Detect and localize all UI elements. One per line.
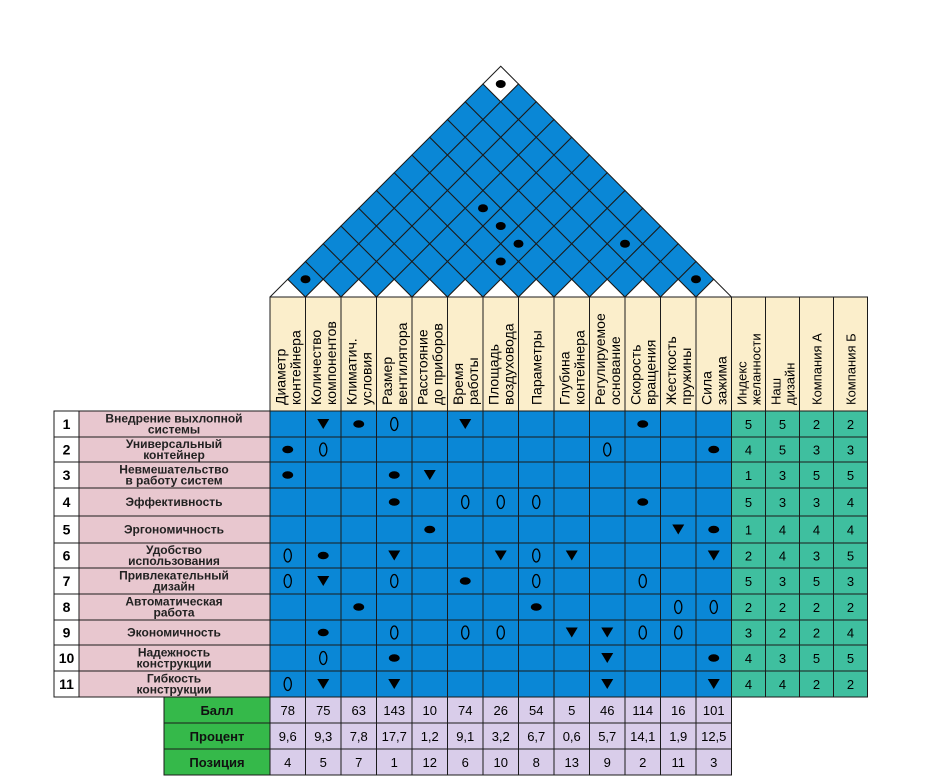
bottom-value: 26	[493, 703, 508, 718]
eng-characteristic-label: воздуховода	[500, 323, 517, 405]
eng-characteristic-label: Размер	[378, 356, 395, 405]
eng-characteristic-label: Климатич.	[343, 338, 360, 405]
requirement-number: 3	[62, 467, 71, 483]
relationship-strong-mark	[637, 420, 648, 428]
eng-characteristic-label: контейнера	[287, 330, 304, 405]
bottom-value: 74	[458, 703, 473, 718]
competitive-value: 4	[846, 495, 855, 510]
bottom-value: 5	[319, 755, 327, 770]
requirement-label: Внедрение выхлопной	[105, 411, 243, 426]
relationship-matrix	[270, 411, 732, 697]
relationship-strong-mark	[282, 446, 293, 454]
engineering-characteristics-header	[270, 297, 732, 411]
bottom-value: 9,3	[314, 729, 333, 744]
bottom-value: 3	[710, 755, 718, 770]
competitive-value: 3	[744, 625, 753, 641]
bottom-value: 1	[390, 755, 398, 770]
competitive-value: 5	[846, 548, 855, 564]
bottom-value: 12	[422, 755, 437, 770]
eng-characteristic-label: Жесткость	[662, 336, 679, 405]
relationship-strong-mark	[531, 603, 542, 611]
bottom-value: 12,5	[701, 729, 727, 744]
requirement-label: дизайн	[152, 579, 196, 594]
bottom-value: 7,8	[349, 729, 368, 744]
requirement-number: 2	[62, 441, 71, 458]
bottom-value: 75	[316, 703, 331, 718]
competitive-header-label: дизайн	[782, 362, 798, 405]
relationship-strong-mark	[389, 471, 400, 479]
requirement-label: использования	[128, 554, 220, 568]
competitive-value: 5	[744, 495, 753, 510]
competitive-value: 4	[812, 522, 821, 538]
bottom-value: 10	[493, 755, 508, 770]
relationship-strong-mark	[389, 654, 400, 662]
bottom-value: 8	[532, 755, 540, 770]
competitive-header-label: желанности	[748, 333, 764, 405]
eng-characteristic-label: Площадь	[485, 344, 502, 405]
eng-characteristic-label: пружины	[677, 347, 694, 405]
requirement-label: конструкции	[136, 656, 212, 671]
competitive-value: 2	[744, 600, 753, 615]
requirement-label: в работу систем	[125, 473, 223, 488]
requirement-label: Автоматическая	[125, 594, 223, 609]
relationship-strong-mark	[318, 552, 329, 560]
competitive-value: 2	[778, 625, 787, 641]
eng-characteristic-label: Регулируемое	[591, 313, 608, 405]
customer-requirements	[54, 411, 270, 697]
requirement-number: 5	[62, 521, 71, 538]
competitive-value: 2	[846, 677, 855, 692]
competitive-header-label: Наш	[768, 377, 784, 405]
competitive-value: 2	[812, 600, 821, 615]
relationship-strong-mark	[708, 654, 719, 662]
requirement-label: конструкции	[136, 682, 212, 697]
competitive-header-label: Индекс	[734, 361, 750, 405]
eng-characteristic-label: вентилятора	[393, 322, 410, 405]
competitive-value: 2	[744, 548, 753, 564]
eng-characteristic-label: Глубина	[556, 351, 573, 405]
competitive-value: 2	[812, 417, 821, 432]
competitive-value: 1	[744, 522, 753, 538]
competitive-value: 2	[846, 417, 855, 432]
competitive-value: 4	[744, 442, 753, 458]
requirement-number: 1	[62, 416, 71, 432]
competitive-value: 4	[778, 677, 787, 692]
bottom-value: 17,7	[381, 729, 407, 744]
competitive-value: 5	[812, 651, 821, 666]
requirement-label: Невмешательство	[119, 462, 229, 477]
technical-importance-rows	[164, 697, 732, 775]
bottom-value: 46	[600, 703, 615, 718]
bottom-value: 6,7	[527, 729, 546, 744]
competitive-value: 5	[778, 442, 787, 458]
competitive-value: 5	[778, 417, 787, 432]
requirement-label: контейнер	[143, 448, 205, 462]
bottom-value: 7	[355, 755, 363, 770]
eng-characteristic-label: Сила	[698, 371, 715, 405]
competitive-value: 1	[744, 468, 753, 483]
relationship-strong-mark	[318, 629, 329, 637]
bottom-value: 9,6	[278, 729, 297, 744]
competitive-value: 4	[846, 625, 855, 641]
bottom-value: 5,7	[598, 729, 617, 744]
roof-correlation-mark	[496, 80, 506, 88]
eng-characteristic-label: Параметры	[528, 330, 545, 405]
bottom-value: 78	[280, 703, 295, 718]
relationship-strong-mark	[353, 603, 364, 611]
requirement-label: Экономичность	[127, 625, 221, 640]
competitive-value: 3	[778, 495, 787, 510]
requirement-number: 6	[62, 547, 71, 564]
requirement-label: Универсальный	[125, 437, 223, 451]
competitive-value: 3	[812, 495, 821, 510]
bottom-value: 63	[351, 703, 366, 718]
eng-characteristic-label: контейнера	[571, 330, 588, 405]
eng-characteristic-label: Диаметр	[272, 348, 289, 405]
competitive-value: 4	[744, 677, 753, 692]
competitive-value: 3	[778, 651, 787, 666]
competitive-value: 3	[846, 442, 855, 458]
competitive-header-label: Компания А	[809, 333, 825, 405]
bottom-value: 6	[461, 755, 469, 770]
requirement-number: 11	[59, 676, 74, 692]
competitive-value: 3	[812, 548, 821, 564]
bottom-row-label: Позиция	[189, 755, 245, 770]
competitive-value: 2	[846, 600, 855, 615]
roof-correlation-mark	[496, 258, 506, 266]
eng-characteristic-label: до приборов	[429, 323, 446, 405]
bottom-value: 9	[603, 755, 611, 770]
bottom-value: 9,1	[456, 729, 475, 744]
eng-characteristic-label: компонентов	[322, 321, 339, 405]
relationship-strong-mark	[424, 526, 435, 534]
competitive-value: 5	[812, 468, 821, 483]
eng-characteristic-label: Количество	[307, 329, 324, 405]
competitive-value: 4	[846, 522, 855, 538]
bottom-value: 14,1	[630, 729, 656, 744]
competitive-value: 3	[778, 468, 787, 483]
requirement-label: Удобство	[145, 543, 203, 557]
bottom-value: 54	[529, 703, 544, 718]
roof-correlation-mark	[496, 222, 506, 230]
competitive-value: 5	[846, 651, 855, 666]
bottom-value: 2	[639, 755, 647, 770]
bottom-value: 3,2	[491, 729, 510, 744]
competitive-value: 3	[778, 574, 787, 589]
eng-characteristic-label: зажима	[713, 356, 730, 405]
relationship-strong-mark	[389, 498, 400, 506]
competitive-value: 4	[778, 522, 787, 538]
bottom-value: 4	[284, 755, 292, 770]
relationship-strong-mark	[708, 446, 719, 454]
competitive-value: 2	[778, 600, 787, 615]
competitive-value: 2	[812, 625, 821, 641]
relationship-strong-mark	[282, 471, 293, 479]
bottom-value: 1,2	[420, 729, 439, 744]
requirement-number: 10	[58, 650, 75, 666]
eng-characteristic-label: Расстояние	[414, 329, 431, 405]
competitive-value: 5	[744, 417, 753, 432]
requirement-number: 4	[62, 494, 71, 510]
bottom-row-label: Процент	[189, 729, 245, 744]
eng-characteristic-label: Скорость	[627, 344, 644, 405]
bottom-value: 101	[702, 703, 725, 718]
competitive-value: 5	[744, 574, 753, 589]
eng-characteristic-label: Время	[449, 362, 466, 405]
bottom-value: 1,9	[669, 729, 688, 744]
bottom-value: 114	[632, 703, 654, 718]
eng-characteristic-label: работы	[464, 357, 481, 405]
competitive-assessment-header	[732, 297, 868, 411]
competitive-value: 5	[812, 574, 821, 589]
roof-correlation-mark	[478, 204, 488, 212]
relationship-strong-mark	[708, 526, 719, 534]
competitive-value: 3	[812, 442, 821, 458]
relationship-strong-mark	[460, 577, 471, 585]
bottom-value: 5	[568, 703, 576, 718]
competitive-value: 4	[778, 548, 787, 564]
bottom-value: 11	[671, 755, 685, 770]
relationship-strong-mark	[353, 420, 364, 428]
requirement-label: Надежность	[137, 645, 211, 660]
competitive-value: 4	[744, 651, 753, 666]
requirement-label: Привлекательный	[119, 568, 229, 583]
eng-characteristic-label: основание	[606, 336, 623, 405]
bottom-row-label: Балл	[200, 703, 234, 718]
bottom-value: 16	[671, 703, 686, 718]
roof-correlation-mark	[514, 240, 524, 248]
requirement-label: работа	[153, 605, 195, 620]
requirement-label: Эффективность	[125, 495, 223, 509]
bottom-value: 10	[422, 703, 437, 718]
requirement-number: 9	[62, 624, 71, 641]
competitive-header-label: Компания Б	[843, 333, 859, 405]
requirement-number: 7	[62, 573, 71, 589]
competitive-value: 2	[812, 677, 821, 692]
bottom-value: 143	[383, 703, 406, 718]
relationship-strong-mark	[637, 498, 648, 506]
roof-correlation-mark	[620, 240, 630, 248]
bottom-value: 0,6	[562, 729, 581, 744]
competitive-assessment-matrix	[732, 411, 868, 697]
requirement-label: системы	[147, 422, 201, 437]
bottom-value: 13	[564, 755, 579, 770]
eng-characteristic-label: условия	[358, 352, 375, 405]
roof-correlation-mark	[691, 275, 701, 283]
requirement-number: 8	[62, 599, 71, 615]
roof-correlation-mark	[301, 275, 311, 283]
competitive-value: 3	[846, 574, 855, 589]
requirement-label: Эргономичность	[123, 522, 225, 537]
requirement-label: Гибкость	[146, 671, 202, 686]
eng-characteristic-label: вращения	[642, 339, 659, 405]
competitive-value: 5	[846, 468, 855, 483]
correlation-roof	[270, 66, 732, 315]
